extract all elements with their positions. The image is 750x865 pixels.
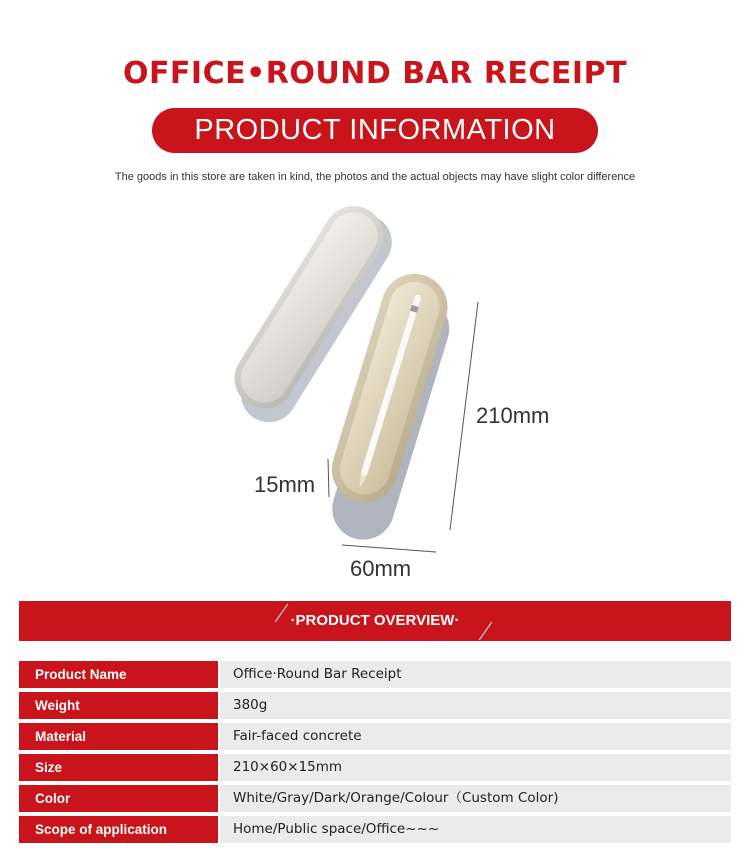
- info-row: [19, 692, 731, 719]
- info-value: Office·Round Bar Receipt: [220, 661, 731, 688]
- round-bar-tray-illustration: [220, 205, 580, 590]
- info-row: [19, 661, 731, 688]
- info-row: [19, 816, 731, 843]
- product-overview-label: ·PRODUCT OVERVIEW·: [290, 612, 460, 629]
- info-key: Weight: [19, 692, 218, 719]
- page-title: OFFICE•ROUND BAR RECEIPT: [122, 56, 628, 91]
- info-value: White/Gray/Dark/Orange/Colour（Custom Color): [220, 785, 731, 812]
- product-photo: [220, 205, 580, 590]
- info-key: Product Name: [19, 661, 218, 688]
- info-value: 210×60×15mm: [220, 754, 731, 781]
- info-value: Fair-faced concrete: [220, 723, 731, 750]
- product-information-banner: PRODUCT INFORMATION: [152, 108, 598, 153]
- length-dimension-label: 210mm: [476, 403, 550, 428]
- product-overview-bar: [19, 601, 731, 641]
- info-key: Size: [19, 754, 218, 781]
- info-key: Scope of application: [19, 816, 218, 843]
- info-key: Material: [19, 723, 218, 750]
- width-dimension-label: 60mm: [350, 556, 412, 581]
- color-difference-note: The goods in this store are taken in kind, the photos and the actual objects may have slight color difference: [114, 171, 636, 183]
- info-row: [19, 723, 731, 750]
- info-row: [19, 754, 731, 781]
- info-row: [19, 785, 731, 812]
- height-dimension-label: 15mm: [254, 472, 316, 497]
- product-info-table: [19, 661, 731, 847]
- info-value: 380g: [220, 692, 731, 719]
- info-key: Color: [19, 785, 218, 812]
- info-value: Home/Public space/Office~~~: [220, 816, 731, 843]
